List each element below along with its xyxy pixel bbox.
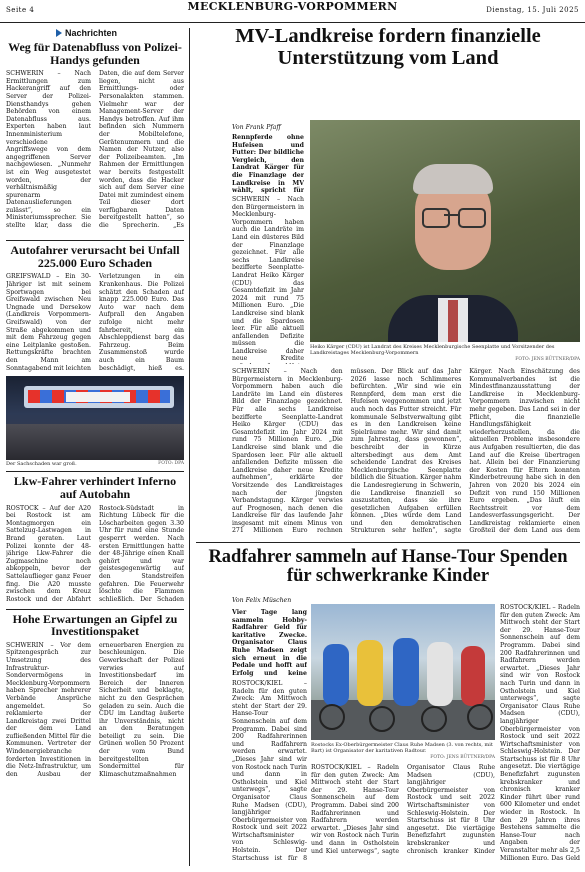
photo-credit: FOTO: DPA	[158, 461, 184, 467]
photo-caption: Rostocks Ex-Oberbürgermeister Claus Ruhe Madsen (3. von rechts, mit Bart) ist Organisator der karitativen Radtour.	[311, 742, 493, 754]
photo-caption: Der Sachschaden war groß.	[6, 461, 77, 468]
byline: Von Felix Müschen	[232, 597, 292, 604]
article-body-cols	[311, 764, 495, 860]
article-lead: Rennpferde ohne Hufeisen und Futter: Der bildliche Vergleich, den Landrat Kärger für die Finanzlage der Landkreise in MV wählt, spricht für	[232, 134, 304, 194]
page-number: Seite 4	[6, 6, 35, 14]
article-lead: Vier Tage lang sammeln Hobby-Radfahrer Geld für karitative Zwecke. Organisator Claus Ruhe Madsen zeigt sich erneut in die Pedale und hofft auf Erfolg und keine	[232, 609, 307, 677]
article-body: SCHWERIN – Nach den Bürgermeistern in Mecklenburg-Vorpommern haben auch die Landräte im Land ein düsteres Bild der Finanzlage gezeichnet. Für alle sechs Landkreise bezifferte Seenplatte-Landrat Heiko Kärger (CDU) das Gesamtdefizit im Jahr 2024 mit rund 75 Millionen Euro. „Die Landkreise sind blank und die Spardosen leer. Für alle aktuell anfallenden Defizite müssen die Landkreise daher neue Kredite aufnehmen“, erklärte der Vorsitzende des Landkreistages nach der jüngsten Verbandstagung. Kärger verwies auf Prognosen, nach denen die Landkreise für das laufende Jahr insgesamt mit einem Minus von 271 Millionen Euro rechnen müssen. Der Blick auf das Jahr 2026 lasse noch Schlimmeres befürchten. „Wir sind wie ein Rennpferd, dem man erst die Hufeisen weggenommen und jetzt auch noch das Futter streicht. Für kommunale Selbstverwaltung gibt es in den Landkreisen keine Spielräume mehr. Wir sind damit zum Jahrestag, dass gewonnen“, beschreibt der in Kürze altersbedingt aus dem Amt scheidende Landrat des Kreises Mecklenburgische Seenplatte bildlich die Situation. Kärger nahm die Landesregierung in Schwerin, die Landkreise finanziell so auszustatten, dass sie ihre gesetzlichen Aufgaben erfüllen können. „Dies würde dem Land und den demokratischen Strukturen sehr helfen“, sagte Kärger. Nach Einschätzung des Kommunalverbandes ist die Mindestfinanzausstattung der Landkreise in Mecklenburg-Vorpommern inzwischen nicht mehr gegeben. Das Land sei in der Pflicht, die finanzielle Handlungsfähigkeit wiederherzustellen, da die aktuellen Probleme insbesondere aus Aufgaben resultierten, die das Land auf die Kreise übertragen hat. Allein bei der Finanzierung der Kosten für Eltern konnten Kinderbetreuung habe sich in den Jahren von 2020 bis 2024 ein Defizit von rund 150 Millionen Euro ergeben. „Das läuft ein Rechtsstreit vor dem Landesverfassungsgericht. Der Landkreistag reklamierte einen Großteil der dem Land aus dem	[232, 368, 580, 535]
main-headline: MV-Landkreise fordern finanzielle Unterstützung vom Land	[235, 25, 541, 69]
issue-date: Dienstag, 15. Juli 2025	[486, 6, 579, 14]
second-headline: Radfahrer sammeln auf Hanse-Tour Spenden für schwerkranke Kinder	[208, 547, 568, 587]
article-body: SCHWERIN – Vor dem Spitzengespräch zur Umsetzung des Infrastruktur-Sondervermögens in Mecklenburg-Vorpommern haben Sprecher mehrerer Verbände Ansprüche angemeldet. So reklamierte der Landkreistag zwei Drittel der dem Land zufließenden Mittel für die Kommunen. Vertreter der Windenergiebranche forderten Investitionen in die Netz-Infrastruktur, um den Ausbau der erneuerbaren Energien zu beschleunigen. Die Gewerkschaft der Polizei verwies auf Investitionsbedarf im Bereich der Inneren Sicherheit und beklagte, nicht zu den Gesprächen geladen zu sein. Auch die CDU im Landtag äußerte ihr Unverständnis, nicht an den Beratungen beteiligt zu sein. Die Grünen wollen 50 Prozent der vom Bund bereitgestellten Sondermittel für Klimaschutzmaßnahmen	[6, 641, 184, 778]
article-body: ROSTOCK – Auf der A20 bei Rostock ist am Montagmorgen ein Sattelzug-Lastwagen in Brand geraten. Laut Polizei konnte der 48-jährige Lkw-Fahrer die Zugmaschine noch abkoppeln, bevor der Sattelauflieger ganz Feuer fing. Die A20 musste zwischen dem Kreuz Rostock und der Abfahrt Rostock-Südstadt in Richtung Lübeck für die Löscharbeiten gegen 3.30 Uhr für rund eine Stunde gesperrt werden. Nach ersten Ermittlungen hatte der 48-Jährige einen Knall gehört und war geistesgegenwärtig auf den Standstreifen gefahren. Die Feuerwehr löschte die Flammen schließlich. Der Schaden	[6, 504, 184, 603]
article-body: SCHWERIN – Nach den Bürgermeistern in Mecklenburg-Vorpommern haben auch die Landräte im Land ein düsteres Bild der Finanzlage gezeichnet. Für alle sechs Landkreise bezifferte Seenplatte-Landrat Heiko Kärger (CDU) das Gesamtdefizit im Jahr 2024 mit rund 75 Millionen Euro. „Die Landkreise sind blank und die Spardosen leer. Für alle aktuell anfallenden Defizite müssen die Landkreise daher neue Kredite	[232, 196, 304, 363]
left-column	[6, 28, 184, 782]
article-body: ROSTOCK/KIEL – Radeln für den guten Zweck: Am Mittwoch steht der Start der 29. Hanse-Tour Sonnenschein auf dem Programm. Dabei sind 200 Radfahrerinnen und Radfahrern werden erwartet. „Dieses Jahr sind wir von Rostock nach Turin und dann in Ostholstein und Kiel unterwegs“, sagte Organisator Claus Ruhe Madsen (CDU), langjähriger Oberbürgermeister von Rostock und seit 2022 Wirtschaftsminister von Schleswig-Holstein. Der Startschuss ist für 8	[232, 680, 307, 860]
article-body-col1	[232, 680, 307, 860]
portrait-photo	[310, 120, 580, 342]
article-body: SCHWERIN – Nach Ermittlungen zum Hackerangriff auf den Server der Polizei-Diensthandys gehen Behörden von einem Datenabfluss aus. Experten haben laut Innenministerium verschiedene Angriffswege von dem angegriffenen Server nachgewiesen. „Nunmehr ist ein Weg ausgetestet worden, der verhältnismäßig spurenarm Datenauslieferungen zulässt“, so ein Ministeriumssprecher. Sie stellte klar, dass die Daten, die auf dem Server liegen, nicht aus Ermittlungs- oder Personalakten stammen. Vielmehr war der Management-Server der Handys betroffen. Auf ihm befinden sich Nummern der Mobiltelefone, Gerätenummern und die Namen der Nutzer, also der Polizeibeamten. „Im Rahmen der Ermittlungen war bereits festgestellt worden, dass die Hacker sich auf dem Server eine Datei mit zumindest einem Teil dieser dort verfügbaren Daten bereitgestellt hatten“, so die Sprecherin. „Es	[6, 70, 184, 230]
kicker-label: Nachrichten	[65, 28, 118, 38]
article-body-col1	[232, 196, 304, 364]
article-title: Lkw-Fahrer verhindert Inferno auf Autobahn	[13, 474, 177, 501]
arrow-icon	[56, 29, 62, 37]
divider	[196, 542, 580, 543]
article-title: Weg für Datenabfluss von Polizei-Handys gefunden	[8, 40, 182, 67]
photo-caption: Heiko Kärger (CDU) ist Landrat des Kreises Mecklenburgische Seenplatte und Vorsitzender des Landkreistages Mecklenburg-Vorpommern	[310, 344, 555, 356]
section-title: MECKLENBURG-VORPOMMERN	[187, 0, 398, 13]
article-title: Hohe Erwartungen an Gipfel zu Investitionspaket	[12, 611, 178, 639]
divider	[6, 240, 184, 241]
article-title: Autofahrer verursacht bei Unfall 225.000 Euro Schaden	[10, 243, 180, 270]
column-divider	[189, 28, 190, 866]
divider	[6, 609, 184, 610]
article-body-cols	[232, 368, 580, 538]
article-body: ROSTOCK/KIEL – Radeln für den guten Zweck: Am Mittwoch steht der Start der 29. Hanse-Tour Sonnenschein auf dem Programm. Dabei sind 200 Radfahrerinnen und Radfahrern werden erwartet. „Dieses Jahr sind wir von Rostock nach Turin und dann in Ostholstein und Kiel unterwegs“, sagte Organisator Claus Ruhe Madsen (CDU), langjähriger Oberbürgermeister von Rostock und seit 2022 Wirtschaftsminister von Schleswig-Holstein. Der Startschuss ist für 8 Uhr angesetzt. Die viertägige Benefizfahrt zugunsten krebskranker und chronisch kranker Kinder führt über rund 600 Kilometer und endet wieder in Rostock. In den 29 Jahren ihres Bestehens sammelte die Hanse-Tour nach Angaben der Veranstalter mehr als 2,5 Millionen Euro. Das Geld	[500, 604, 580, 860]
crash-photo	[6, 376, 184, 460]
photo-credit: FOTO: JENS BÜTTNER/DPA	[515, 357, 580, 362]
photo-credit: FOTO: JENS BÜTTNER/DPA	[430, 755, 495, 760]
article-body: ROSTOCK/KIEL – Radeln für den guten Zweck: Am Mittwoch steht der Start der 29. Hanse-Tour Sonnenschein auf dem Programm. Dabei sind 200 Radfahrerinnen und Radfahrern werden erwartet. „Dieses Jahr sind wir von Rostock nach Turin und dann in Ostholstein und Kiel unterwegs“, sagte Organisator Claus Ruhe Madsen (CDU), langjähriger Oberbürgermeister von Rostock und seit 2022 Wirtschaftsminister von Schleswig-Holstein. Der Startschuss ist für 8 Uhr angesetzt. Die viertägige Benefizfahrt zugunsten krebskranker und chronisch kranker Kinder	[311, 764, 495, 855]
divider	[6, 471, 184, 472]
article-body: GREIFSWALD – Ein 30-Jähriger ist mit seinem Sportwagen bei Greifswald zwischen Neu Ungnade und Dersekow (Landkreis Vorpommern-Greifswald) von der Straße abgekommen und mit dem Fahrzeug gegen eine Leitplanke gestoßen. Rettungskräfte brachten den Mann am Sonntagabend mit leichten Verletzungen in ein Krankenhaus. Die Polizei schätzt den Schaden auf knapp 225.000 Euro. Das Auto war nach dem Aufprall den Angaben zufolge nicht mehr fahrbereit, ein Abschleppdienst barg das Fahrzeug. Beim Zusammenstoß wurde auch ein Baum beschädigt, hieß es.	[6, 273, 184, 372]
article-body-col-right	[500, 604, 580, 860]
cyclists-photo	[311, 604, 495, 740]
byline: Von Frank Pfaff	[232, 124, 281, 131]
kicker	[56, 28, 184, 38]
page-header	[0, 0, 585, 23]
